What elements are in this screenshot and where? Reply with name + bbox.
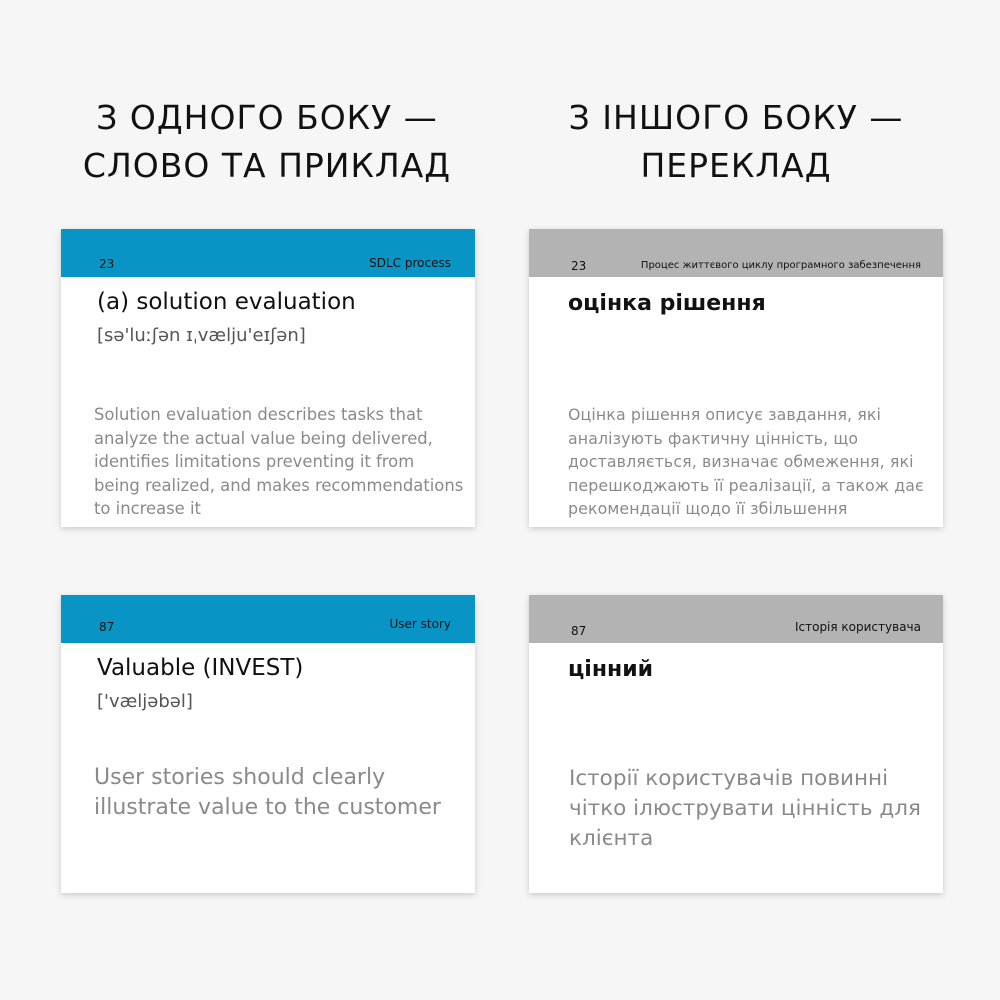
card-term: оцінка рішення bbox=[568, 291, 766, 316]
front-side-heading-line1: З ОДНОГО БОКУ — bbox=[96, 98, 438, 137]
card-transcription: [sə'luːʃən ɪˌvælju'eɪʃən] bbox=[97, 325, 306, 346]
card-example: Історії користувачів повинні чітко ілюструвати цінність для клієнта bbox=[569, 766, 921, 851]
card-term: (a) solution evaluation bbox=[97, 289, 356, 315]
front-side-heading bbox=[47, 94, 487, 190]
back-side-heading bbox=[516, 94, 956, 190]
card-category: SDLC process bbox=[369, 256, 451, 270]
card-transcription: ['væljəbəl] bbox=[97, 691, 193, 712]
card-header bbox=[529, 229, 943, 277]
flashcard-back-valuable bbox=[529, 595, 943, 893]
card-term: Valuable (INVEST) bbox=[97, 655, 304, 681]
front-side-heading-line2: СЛОВО ТА ПРИКЛАД bbox=[82, 146, 452, 185]
flashcard-front-solution-evaluation bbox=[61, 229, 475, 527]
card-category: Історія користувача bbox=[794, 620, 921, 634]
card-number: 23 bbox=[571, 259, 587, 273]
back-side-heading-line2: ПЕРЕКЛАД bbox=[640, 146, 832, 185]
card-header bbox=[529, 595, 943, 643]
card-category: User story bbox=[389, 617, 451, 631]
card-example: User stories should clearly illustrate value to the customer bbox=[94, 765, 441, 820]
back-side-heading-line1: З ІНШОГО БОКУ — bbox=[568, 98, 904, 137]
card-example: Оцінка рішення описує завдання, які аналізують фактичну цінність, що доставляється, визначає обмеження, які перешкоджають її реалізації, а також дає рекомендації щодо її збільшення bbox=[568, 405, 924, 518]
card-header bbox=[61, 229, 475, 277]
card-number: 87 bbox=[571, 624, 587, 638]
card-example: Solution evaluation describes tasks that analyze the actual value being delivered, identifies limitations preventing it from being realized, and makes recommendations to increase it bbox=[94, 405, 464, 518]
flashcard-back-solution-evaluation bbox=[529, 229, 943, 527]
card-term: цінний bbox=[568, 657, 654, 682]
card-number: 87 bbox=[99, 620, 115, 634]
card-header bbox=[61, 595, 475, 643]
flashcard-front-valuable bbox=[61, 595, 475, 893]
card-category: Процес життєвого циклу програмного забезпечення bbox=[640, 260, 921, 271]
card-number: 23 bbox=[99, 257, 115, 271]
